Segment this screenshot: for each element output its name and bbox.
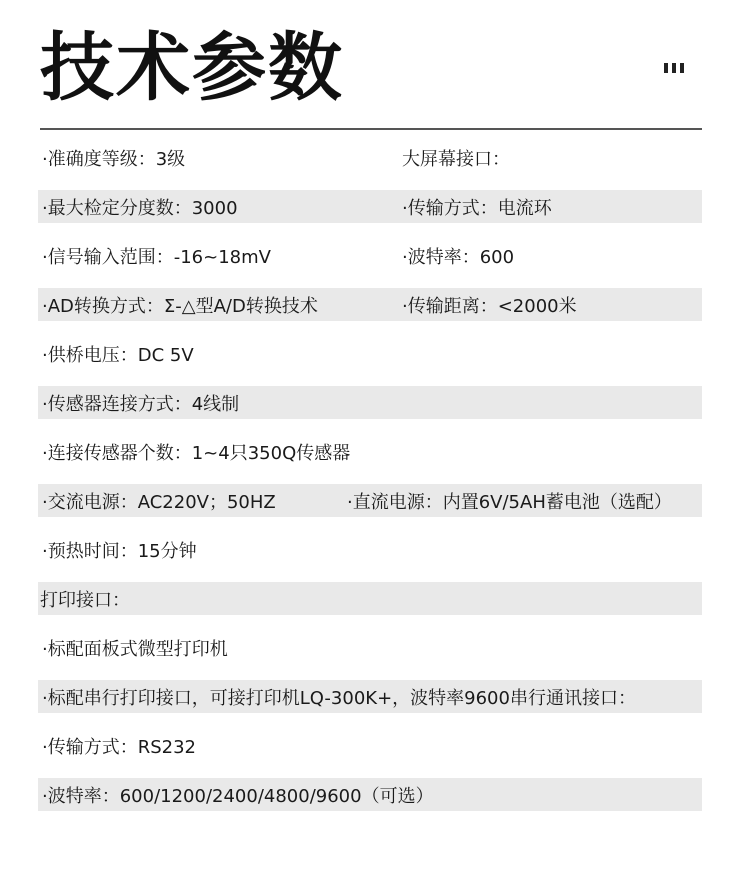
spec-row (38, 484, 702, 517)
spec-row (38, 386, 702, 419)
spec-panel-printer: ·标配面板式微型打印机 (42, 638, 228, 660)
spec-row (38, 435, 702, 468)
spec-row (38, 190, 702, 223)
spec-list (38, 141, 702, 827)
spec-bridge-voltage: ·供桥电压：DC 5V (42, 344, 194, 366)
spec-row (38, 141, 702, 174)
spec-ac-power: ·交流电源：AC220V；50HZ (42, 491, 276, 513)
spec-row (38, 680, 702, 713)
spec-row (38, 582, 702, 615)
spec-dc-power: ·直流电源：内置6V/5AH蓄电池（选配） (347, 491, 672, 513)
page-title: 技术参数 (40, 25, 344, 111)
dots-icon[interactable] (663, 62, 685, 74)
spec-ad-conversion: ·AD转换方式：Σ-△型A/D转换技术 (42, 295, 318, 317)
spec-signal-range: ·信号输入范围：-16~18mV (42, 246, 271, 268)
spec-sensor-connection: ·传感器连接方式：4线制 (42, 393, 240, 415)
spec-baud-rate-options: ·波特率：600/1200/2400/4800/9600（可选） (42, 785, 434, 807)
spec-max-division: ·最大检定分度数：3000 (42, 197, 238, 219)
spec-row (38, 288, 702, 321)
title-divider (40, 128, 702, 130)
spec-row (38, 729, 702, 762)
spec-big-screen-port: 大屏幕接口： (402, 148, 510, 170)
spec-transmission-rs232: ·传输方式：RS232 (42, 736, 197, 758)
spec-row (38, 239, 702, 272)
spec-row (38, 337, 702, 370)
spec-row (38, 631, 702, 664)
spec-row (38, 778, 702, 811)
spec-transmission-mode: ·传输方式：电流环 (402, 197, 552, 219)
spec-accuracy: ·准确度等级：3级 (42, 148, 186, 170)
print-interface-heading: 打印接口： (40, 589, 130, 611)
spec-row (38, 533, 702, 566)
spec-baud-rate: ·波特率：600 (402, 246, 515, 268)
spec-sensor-count: ·连接传感器个数：1~4只350Q传感器 (42, 442, 351, 464)
spec-transmission-distance: ·传输距离：<2000米 (402, 295, 577, 317)
spec-serial-print-port: ·标配串行打印接口，可接打印机LQ-300K+，波特率9600串行通讯接口： (42, 687, 636, 709)
spec-warmup-time: ·预热时间：15分钟 (42, 540, 197, 562)
